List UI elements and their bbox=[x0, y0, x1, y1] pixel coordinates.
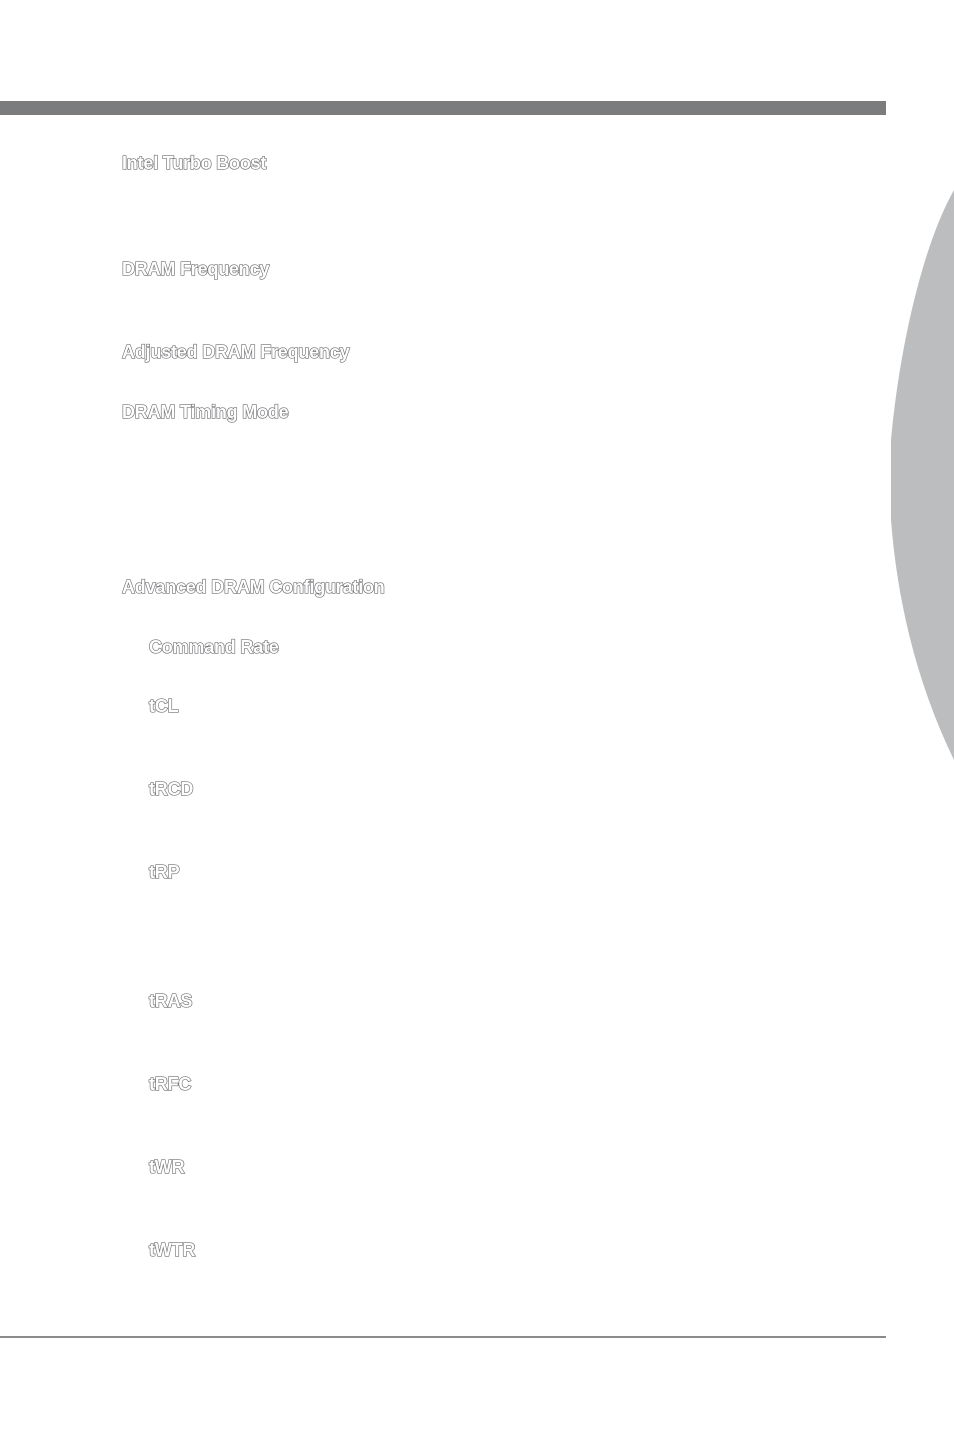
setting-adjusted-dram-frequency: Adjusted DRAM Frequency bbox=[122, 342, 350, 362]
setting-twr: tWR bbox=[149, 1157, 185, 1177]
setting-trp: tRP bbox=[149, 862, 180, 882]
setting-trcd: tRCD bbox=[149, 779, 194, 799]
setting-dram-timing-mode: DRAM Timing Mode bbox=[122, 402, 289, 422]
header-bar bbox=[0, 101, 886, 115]
setting-intel-turbo-boost: Intel Turbo Boost bbox=[122, 153, 267, 173]
setting-tcl: tCL bbox=[149, 696, 179, 716]
chapter-side-tab-shape bbox=[891, 190, 954, 760]
setting-trfc: tRFC bbox=[149, 1074, 192, 1094]
setting-dram-frequency: DRAM Frequency bbox=[122, 259, 270, 279]
footer-rule bbox=[0, 1336, 886, 1338]
setting-advanced-dram-configuration: Advanced DRAM Configuration bbox=[122, 577, 385, 597]
setting-tras: tRAS bbox=[149, 991, 193, 1011]
chapter-side-tab bbox=[880, 190, 954, 760]
setting-twtr: tWTR bbox=[149, 1240, 196, 1260]
setting-command-rate: Command Rate bbox=[149, 637, 279, 657]
